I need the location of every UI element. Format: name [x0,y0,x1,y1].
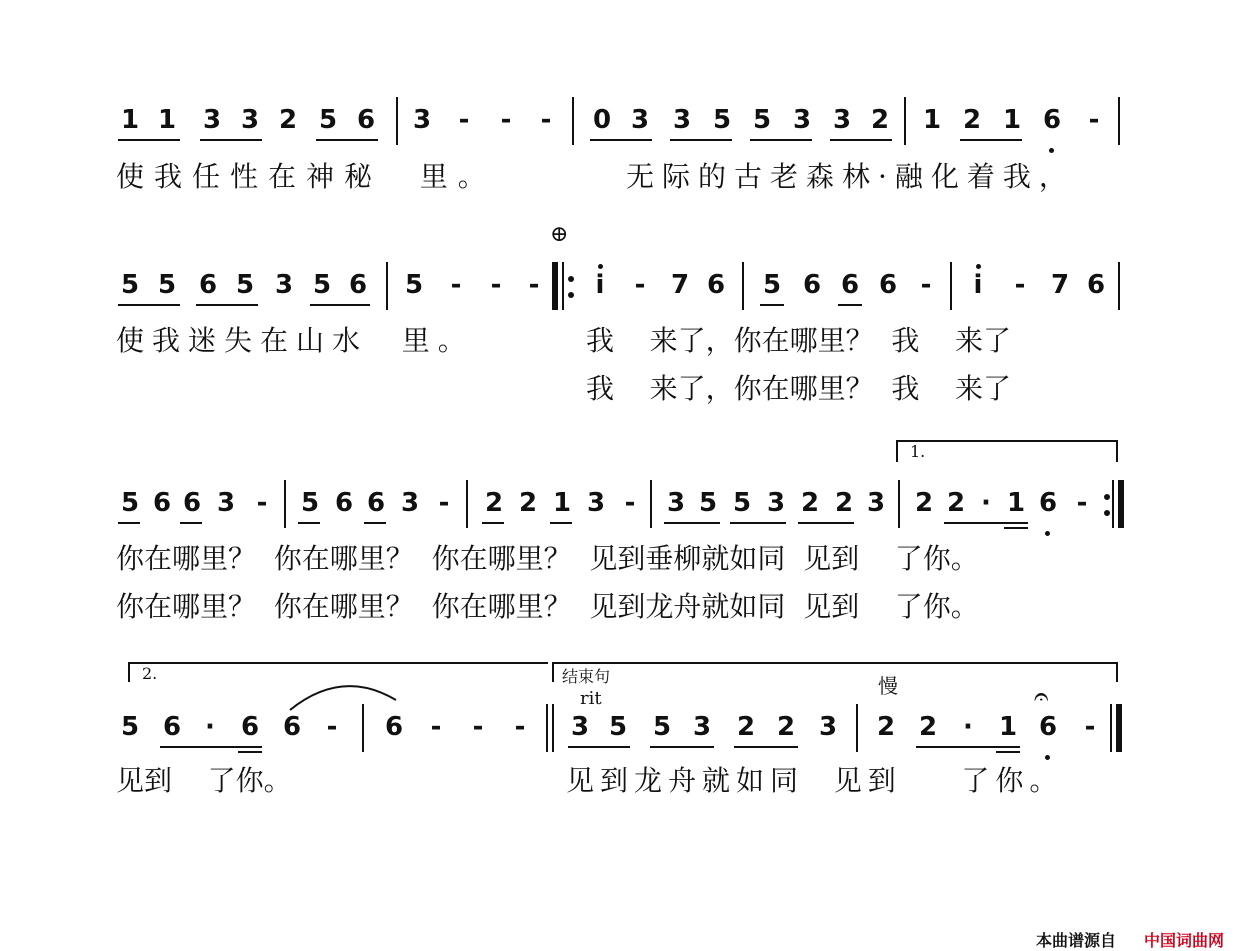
note: 2 [962,105,982,135]
note: 6 [240,712,260,742]
underline [316,139,378,141]
lyrics-line-2b: 我 来了，你在哪里？ 我 来了 [586,324,1012,357]
note: - [1014,270,1026,300]
barline [466,480,468,528]
underline [200,139,262,141]
repeat-dot [568,276,574,282]
note: - [458,105,470,135]
note: 2 [876,712,896,742]
lyrics-line-2a: 使我迷失在山水 里。 [116,324,474,357]
note: 5 [732,488,752,518]
note: · [981,488,991,518]
note: 6 [1086,270,1106,300]
note: 2 [800,488,820,518]
note: 3 [412,105,432,135]
note: 5 [712,105,732,135]
coda-sign: ⊕ [550,222,569,247]
note: 2 [518,488,538,518]
note: 1 [998,712,1018,742]
underline [310,304,370,306]
note: 6 [840,270,860,300]
note: - [490,270,502,300]
repeat-dot [568,292,574,298]
note: 6 [198,270,218,300]
note: 3 [274,270,294,300]
final-barline-thin [1110,704,1112,752]
underline [180,522,202,524]
barline [856,704,858,752]
note: 5 [120,488,140,518]
barline [1118,262,1120,310]
note: i [595,270,605,300]
underline [298,522,320,524]
lyrics-line-1b: 无际的古老森林·融化着我， [626,160,1075,193]
underline [550,522,572,524]
tie-arc [286,676,426,716]
underline [160,746,262,748]
volta-1-left [896,440,898,462]
score-line-3 [0,488,1240,538]
note: - [430,712,442,742]
lower-octave-dot [1045,755,1050,760]
final-barline-thick [1116,704,1122,752]
note: - [256,488,268,518]
note: 3 [792,105,812,135]
tempo-slow-marking: 慢 [878,674,898,698]
barline [572,97,574,145]
note: 0 [592,105,612,135]
double-underline [996,751,1020,753]
note: · [205,712,215,742]
note: 1 [1002,105,1022,135]
note: 1 [1006,488,1026,518]
ending-bracket [552,662,1118,664]
note: - [634,270,646,300]
note: 3 [832,105,852,135]
volta-1-bracket [896,440,1118,442]
note: 2 [914,488,934,518]
rit-marking: rit [580,688,602,709]
note: 3 [586,488,606,518]
underline [760,304,784,306]
note: 5 [652,712,672,742]
note: 2 [946,488,966,518]
note: 6 [152,488,172,518]
note: 3 [240,105,260,135]
repeat-dot [1104,494,1110,500]
barline [742,262,744,310]
note: 6 [334,488,354,518]
note: - [920,270,932,300]
underline [750,139,812,141]
note: - [1088,105,1100,135]
barline [898,480,900,528]
underline [838,304,862,306]
note: - [500,105,512,135]
underline [734,746,798,748]
note: · [963,712,973,742]
note: - [438,488,450,518]
barline [386,262,388,310]
note: 2 [918,712,938,742]
underline [118,139,180,141]
lyrics-line-4a: 见到 了你。 [116,764,292,797]
underline [944,522,1028,524]
note: 6 [706,270,726,300]
ending-right [1116,662,1118,682]
note: 5 [608,712,628,742]
note: 2 [736,712,756,742]
note: - [472,712,484,742]
note: 5 [120,712,140,742]
underline [730,522,786,524]
lyrics-line-2c: 我 来了，你在哪里？ 我 来了 [586,372,1012,405]
note: 3 [666,488,686,518]
double-underline [238,751,262,753]
note: 5 [762,270,782,300]
note: 6 [802,270,822,300]
note: 5 [157,270,177,300]
underline [364,522,386,524]
underline [590,139,652,141]
repeat-end-thin [1112,480,1114,528]
lyrics-line-3b: 你在哪里？ 你在哪里？ 你在哪里？ 见到龙舟就如同 见到 了你。 [116,590,979,623]
source-credit-text: 本曲谱源自 [1036,931,1117,950]
barline [650,480,652,528]
note: 1 [120,105,140,135]
note: 5 [120,270,140,300]
note: 2 [834,488,854,518]
note: 6 [162,712,182,742]
note: 7 [1050,270,1070,300]
note: 6 [1038,712,1058,742]
lower-octave-dot [1045,531,1050,536]
note: 3 [630,105,650,135]
note: - [528,270,540,300]
note: 1 [552,488,572,518]
upper-octave-dot [976,264,981,269]
repeat-start-thick [552,262,558,310]
note: 5 [318,105,338,135]
note: 6 [356,105,376,135]
score-line-1 [0,105,1240,155]
note: 5 [698,488,718,518]
volta-2-label: 2. [142,664,158,683]
note: - [1076,488,1088,518]
underline [830,139,892,141]
note: 6 [1042,105,1062,135]
repeat-start-thin [562,262,564,310]
note: 2 [776,712,796,742]
note: 3 [692,712,712,742]
note: 2 [278,105,298,135]
note: 3 [672,105,692,135]
underline [960,139,1022,141]
barline [950,262,952,310]
underline [664,522,720,524]
fermata-sign: 𝄐 [1034,682,1049,712]
note: - [514,712,526,742]
note: 3 [766,488,786,518]
volta-1-label: 1. [910,442,926,461]
note: 6 [282,712,302,742]
note: - [624,488,636,518]
repeat-dot [1104,510,1110,516]
note: 7 [670,270,690,300]
underline [482,522,504,524]
lyrics-line-4b: 见到龙舟就如同 见到 了你。 [566,764,1064,797]
volta-1-right [1116,440,1118,462]
note: 5 [752,105,772,135]
underline [196,304,258,306]
note: - [450,270,462,300]
note: 1 [157,105,177,135]
underline [650,746,714,748]
note: - [326,712,338,742]
note: 6 [878,270,898,300]
lower-octave-dot [1049,148,1054,153]
underline [118,522,140,524]
note: 6 [182,488,202,518]
note: 3 [216,488,236,518]
note: i [973,270,983,300]
lyrics-line-3a: 你在哪里？ 你在哪里？ 你在哪里？ 见到垂柳就如同 见到 了你。 [116,542,979,575]
note: 3 [818,712,838,742]
underline [118,304,180,306]
barline [396,97,398,145]
note: 3 [570,712,590,742]
barline [362,704,364,752]
note: 5 [300,488,320,518]
note: 2 [870,105,890,135]
ending-left [552,662,554,682]
upper-octave-dot [598,264,603,269]
underline [568,746,630,748]
note: - [540,105,552,135]
note: 3 [866,488,886,518]
note: 1 [922,105,942,135]
underline [916,746,1020,748]
double-barline-b [552,704,554,752]
underline [798,522,854,524]
note: 6 [366,488,386,518]
barline [1118,97,1120,145]
barline [284,480,286,528]
note: 5 [312,270,332,300]
underline [670,139,732,141]
note: 6 [384,712,404,742]
note: 2 [484,488,504,518]
lyrics-line-1a: 使我任性在神秘 里。 [116,160,496,193]
barline [904,97,906,145]
note: 5 [235,270,255,300]
note: 6 [1038,488,1058,518]
note: 3 [400,488,420,518]
note: 5 [404,270,424,300]
repeat-end-thick [1118,480,1124,528]
note: 6 [348,270,368,300]
ending-label: 结束句 [562,667,611,686]
site-name-link[interactable]: 中国词曲网 [1144,931,1225,950]
volta-2-left [128,662,130,682]
volta-2-bracket [128,662,548,664]
double-underline [1004,527,1028,529]
note: - [1084,712,1096,742]
double-barline-a [546,704,548,752]
note: 3 [202,105,222,135]
score-line-2 [0,222,1240,320]
